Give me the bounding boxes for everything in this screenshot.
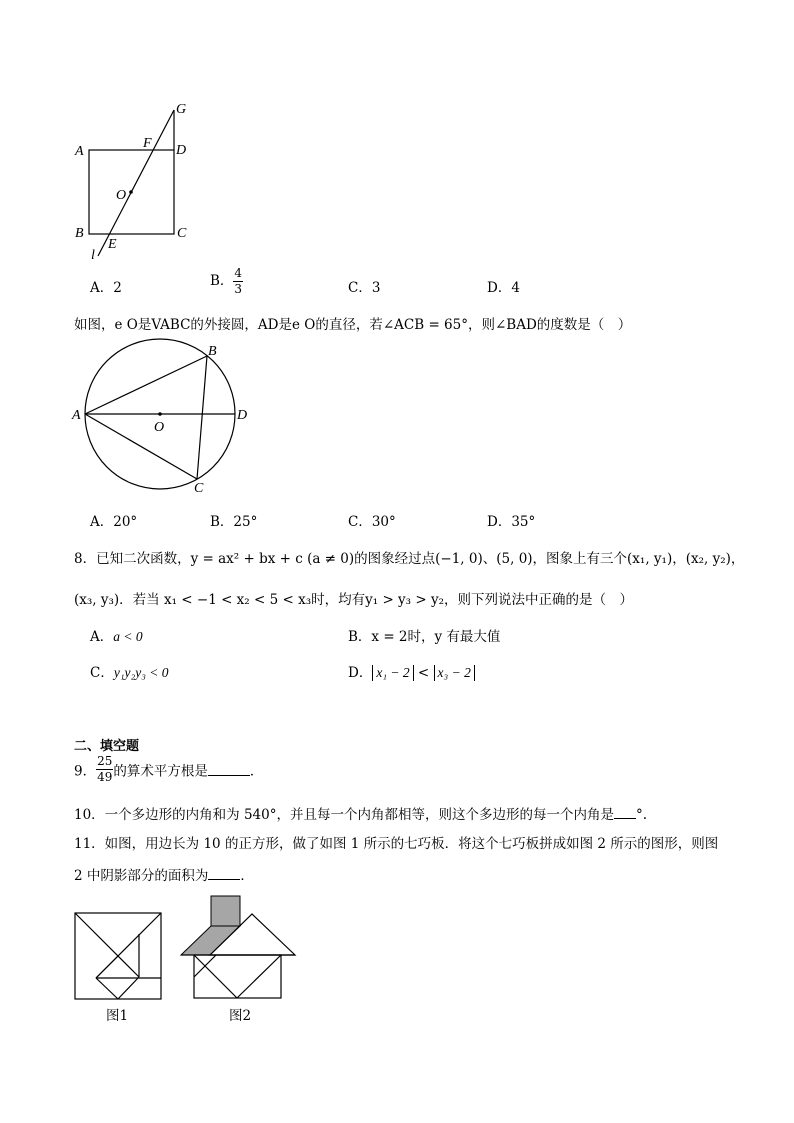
option-value: y₁y₂y₃ < 0 <box>113 665 169 680</box>
question-text: 10．一个多边形的内角和为 540°，并且每一个内角都相等，则这个多边形的每一个内角是 <box>74 807 614 823</box>
option-letter: D． <box>487 280 512 296</box>
label-o: O <box>154 420 165 435</box>
option-letter: B． <box>210 514 234 530</box>
answer-blank[interactable] <box>208 763 250 776</box>
absolute-value-right: x₃ − 2 <box>434 665 475 681</box>
q7-option-d[interactable] <box>487 510 535 530</box>
label-d: D <box>237 408 248 423</box>
label-a: A <box>75 144 84 159</box>
q7-option-a[interactable] <box>90 510 137 530</box>
option-value: x = 2时，y 有最大值 <box>371 629 501 645</box>
option-letter: C． <box>348 514 372 530</box>
q6-figure <box>70 96 200 264</box>
option-letter: B． <box>210 273 234 289</box>
house-body <box>194 955 281 998</box>
q6-option-c[interactable] <box>348 276 380 296</box>
option-value: 25° <box>233 514 258 530</box>
center-o <box>158 412 162 416</box>
q8-option-a[interactable] <box>90 625 143 645</box>
label-d: D <box>176 143 187 158</box>
segment-bc <box>197 356 207 479</box>
q6-option-a[interactable] <box>90 276 122 296</box>
option-letter: A． <box>90 280 114 296</box>
label-a: A <box>72 408 81 423</box>
figure-caption-2: 图2 <box>229 1008 252 1024</box>
q11-question-line2 <box>74 864 254 884</box>
q8-question-line1: 8．已知二次函数，y = ax² + bx + c (a ≠ 0)的图象经过点(−1, 0)、(5, 0)，图象上有三个(x₁, y₁)，(x₂, y₂)， <box>74 551 745 567</box>
label-c: C <box>194 481 204 496</box>
q6-option-b[interactable] <box>210 266 243 297</box>
fraction <box>233 266 243 297</box>
option-value: a < 0 <box>113 629 143 644</box>
house-line <box>237 955 281 998</box>
label-e: E <box>108 237 117 252</box>
question-end: ． <box>240 868 254 884</box>
fraction-denominator: 3 <box>234 282 243 296</box>
label-c: C <box>177 226 187 241</box>
option-value: 20° <box>113 514 138 530</box>
tangram-line <box>96 978 118 999</box>
label-l: l <box>91 248 95 263</box>
q8-question-line2: (x₃, y₃)．若当 x₁ < −1 < x₂ < 5 < x₃时，均有y₁ > y₃ > y₂，则下列说法中正确的是（ ） <box>74 592 634 608</box>
label-g: G <box>176 102 187 117</box>
absolute-value-left: x₁ − 2 <box>372 665 413 681</box>
option-letter: C． <box>348 280 372 296</box>
point-o <box>129 190 133 194</box>
option-value: 4 <box>511 280 520 296</box>
house-line <box>194 955 237 998</box>
q9-question <box>74 754 263 785</box>
q7-question-text: 如图，e O是VABC的外接圆，AD是e O的直径，若∠ACB = 65°，则∠BAD的度数是（ ） <box>74 317 632 333</box>
figure-caption-1: 图1 <box>106 1008 129 1024</box>
tangram-figure-2 <box>178 893 298 1001</box>
option-letter: A． <box>90 629 114 645</box>
tangram-figure-1 <box>74 912 162 1000</box>
option-value: 30° <box>371 514 396 530</box>
q8-option-d[interactable] <box>348 661 475 681</box>
option-letter: C． <box>90 665 114 681</box>
roof-parallelogram-shaded <box>181 926 240 955</box>
fraction-numerator: 4 <box>234 266 243 280</box>
q7-option-b[interactable] <box>210 510 257 530</box>
option-letter: B． <box>348 629 372 645</box>
answer-blank[interactable] <box>614 806 636 819</box>
q10-question <box>74 803 647 823</box>
q11-question-line1: 11．如图，用边长为 10 的正方形，做了如图 1 所示的七巧板．将这个七巧板拼成如图 2 所示的图形，则图 <box>74 836 719 852</box>
q6-option-d[interactable] <box>487 276 520 296</box>
option-letter: D． <box>348 665 373 681</box>
label-b: B <box>208 344 217 359</box>
question-end: °. <box>636 807 648 823</box>
label-o: O <box>116 188 127 203</box>
fraction-denominator: 49 <box>97 770 113 784</box>
q7-option-c[interactable] <box>348 510 396 530</box>
fraction-numerator: 25 <box>97 754 113 768</box>
q8-option-b[interactable] <box>348 625 500 645</box>
label-b: B <box>75 226 84 241</box>
option-letter: D． <box>487 514 512 530</box>
question-number: 9． <box>74 763 97 780</box>
q7-figure <box>70 336 260 500</box>
chimney-shaded <box>211 896 240 926</box>
tangram-line <box>118 977 139 999</box>
less-than-sign: < <box>413 665 434 681</box>
fraction <box>96 754 113 785</box>
answer-blank[interactable] <box>208 867 240 880</box>
section-heading-fill-in: 二、填空题 <box>74 739 140 754</box>
tangram-line <box>96 956 118 978</box>
option-value: 2 <box>113 280 122 296</box>
option-value: 35° <box>511 514 536 530</box>
option-letter: A． <box>90 514 114 530</box>
segment-ac <box>85 414 197 479</box>
question-end: ． <box>249 763 264 780</box>
question-text: 2 中阴影部分的面积为 <box>74 868 209 884</box>
question-text: 的算术平方根是 <box>113 763 208 780</box>
label-f: F <box>143 136 152 151</box>
q8-option-c[interactable] <box>90 661 169 681</box>
option-value: 3 <box>371 280 381 296</box>
